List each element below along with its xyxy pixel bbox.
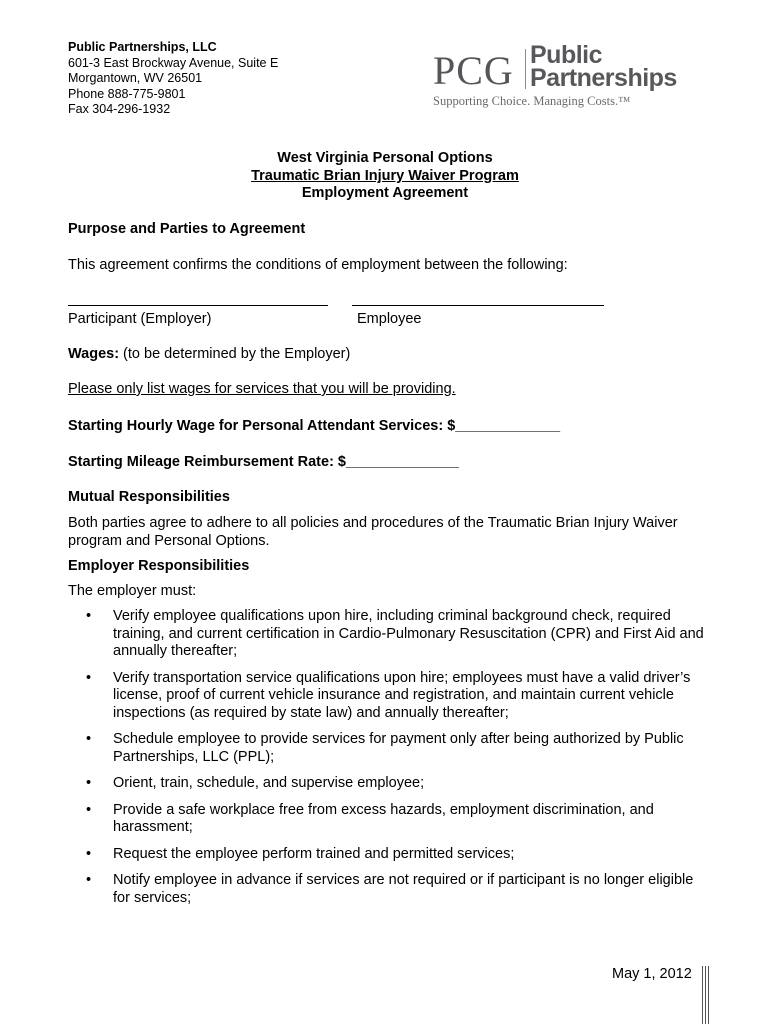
employee-label: Employee: [357, 311, 422, 327]
logo-tagline: Supporting Choice. Managing Costs.™: [433, 94, 631, 108]
bullet-icon: •: [86, 731, 92, 747]
company-phone: Phone 888-775-9801: [68, 86, 186, 101]
list-item-text: Verify employee qualifications upon hire, including criminal background check, required training, and current certification in Cardio-Pulmonary Resuscitation (CPR) and First Aid and annually thereafter;: [113, 608, 704, 659]
list-item: [68, 608, 708, 661]
list-item-text: Provide a safe workplace free from excess hazards, employment discrimination, and harassment;: [113, 801, 654, 835]
logo-public-text: Public: [530, 41, 603, 69]
company-city: Morgantown, WV 26501: [68, 71, 203, 85]
list-item-text: Schedule employee to provide services for payment only after being authorized by Public Partnerships, LLC (PPL);: [113, 731, 684, 765]
wages-line: [68, 346, 350, 362]
list-item-text: Notify employee in advance if services are not required or if participant is no longer eligible for services;: [113, 872, 694, 906]
list-item-text: Verify transportation service qualifications upon hire; employees must have a valid driver’s license, proof of current vehicle insurance and registration, and maintain current vehicle inspections (as required by state law) and annually thereafter;: [113, 669, 691, 721]
company-address: [68, 40, 278, 118]
participant-signature-line[interactable]: [68, 305, 328, 306]
margin-rule: [705, 966, 706, 1024]
logo-partnerships-text: Partnerships: [530, 64, 677, 92]
company-street: 601-3 East Brockway Avenue, Suite E: [68, 55, 279, 70]
bullet-icon: •: [86, 775, 92, 791]
employer-intro: The employer must:: [68, 583, 197, 599]
document-title: West Virginia Personal Options: [277, 150, 493, 166]
list-item: [68, 802, 708, 837]
purpose-intro: This agreement confirms the conditions of employment between the following:: [68, 257, 568, 273]
company-name: Public Partnerships, LLC: [68, 40, 217, 54]
bullet-icon: •: [86, 801, 92, 818]
list-item: [68, 731, 708, 766]
list-item: [68, 775, 708, 793]
company-fax: Fax 304-296-1932: [68, 102, 171, 116]
hourly-wage-field[interactable]: Starting Hourly Wage for Personal Attendant Services: $_____________: [68, 418, 561, 434]
wages-instruction: Please only list wages for services that you will be providing.: [68, 381, 456, 397]
list-item: [68, 872, 708, 907]
margin-rule: [708, 966, 709, 1024]
list-item-text: Orient, train, schedule, and supervise employee;: [113, 775, 425, 791]
bullet-icon: •: [86, 608, 92, 624]
wages-label: Wages:: [68, 346, 120, 362]
purpose-heading: Purpose and Parties to Agreement: [68, 221, 306, 237]
employer-responsibilities-list: [68, 608, 708, 907]
bullet-icon: •: [86, 669, 92, 686]
document-date: May 1, 2012: [612, 966, 692, 982]
list-item-text: Request the employee perform trained and permitted services;: [113, 845, 515, 862]
agreement-title: Employment Agreement: [301, 185, 469, 201]
list-item: [68, 846, 708, 864]
logo-pcg-text: PCG: [433, 48, 514, 93]
pcg-logo: [430, 43, 680, 115]
employer-heading: Employer Responsibilities: [68, 558, 250, 574]
program-title: Traumatic Brian Injury Waiver Program: [251, 168, 519, 184]
mutual-text: Both parties agree to adhere to all policies and procedures of the Traumatic Brian Injury Waiver program and Personal Options.: [68, 515, 678, 549]
margin-rule: [702, 966, 703, 1024]
mileage-rate-field[interactable]: Starting Mileage Reimbursement Rate: $______________: [68, 454, 459, 470]
list-item: [68, 670, 708, 723]
bullet-icon: •: [86, 872, 92, 888]
mutual-heading: Mutual Responsibilities: [68, 489, 230, 505]
logo-divider: [525, 49, 526, 89]
bullet-icon: •: [86, 845, 92, 862]
participant-label: Participant (Employer): [68, 311, 212, 327]
employee-signature-line[interactable]: [352, 305, 604, 306]
wages-note: (to be determined by the Employer): [119, 346, 351, 362]
